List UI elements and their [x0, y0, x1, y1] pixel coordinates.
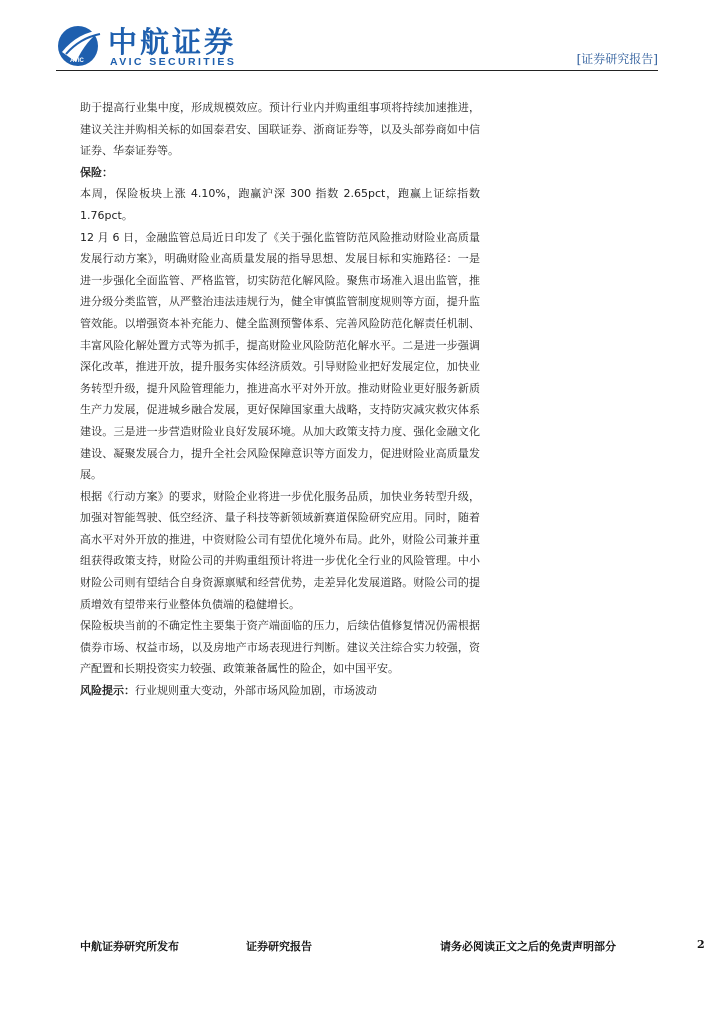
paragraph-industry-impact: 根据《行动方案》的要求，财险企业将进一步优化服务品质，加快业务转型升级，加强对智能驾驶、低空经济、量子科技等新领域新赛道保险研究应用。同时，随着高水平对外开放的推进，中资财险公司有望优化境外布局。此外，财险公司兼并重组获得政策支持，财险公司的并购重组预计将进一步优化全行业的风险管理。中小财险公司则有望结合自身资源禀赋和经营优势，走差异化发展道路。财险公司的提质增效有望带来行业整体负债端的稳健增长。: [80, 489, 480, 611]
footer-disclaimer: 请务必阅读正文之后的免责声明部分: [440, 940, 616, 953]
section-heading-insurance: 保险：: [80, 165, 113, 179]
header-divider: [56, 70, 658, 71]
avic-emblem-icon: [56, 22, 104, 70]
paragraph-weekly-performance: 本周，保险板块上涨 4.10%，跑赢沪深 300 指数 2.65pct，跑赢上证综指数 1.76pct。: [80, 187, 480, 222]
logo-english-name: AVIC SECURITIES: [110, 56, 237, 68]
emblem-text: AVIC: [70, 58, 84, 64]
company-logo: [56, 20, 256, 70]
logo-chinese-name: 中航证券: [108, 25, 237, 59]
report-type-tag: [证券研究报告]: [576, 52, 658, 66]
report-body: [80, 97, 480, 702]
paragraph-investment-advice: 保险板块当前的不确定性主要集于资产端面临的压力，后续估值修复情况仍需根据债券市场、权益市场，以及房地产市场表现进行判断。建议关注综合实力较强，资产配置和长期投资实力较强、政策兼备属性的险企，如中国平安。: [80, 619, 480, 676]
paragraph-brokerage-outlook: 助于提高行业集中度，形成规模效应。预计行业内并购重组事项将持续加速推进，建议关注并购相关标的如国泰君安、国联证券、浙商证券等，以及头部券商如中信证券、华泰证券等。: [80, 101, 480, 158]
footer-publisher: 中航证券研究所发布: [80, 940, 179, 953]
page-footer: [0, 938, 724, 958]
paragraph-policy-plan: 12 月 6 日，金融监管总局近日印发了《关于强化监管防范风险推动财险业高质量发展行动方案》，明确财险业高质量发展的指导思想、发展目标和实施路径：一是进一步强化全面监管、严格监管，切实防范化解风险。聚焦市场准入退出监管，推进分级分类监管，从严整治违法违规行为，健全审慎监管制度规则等方面，提升监管效能。以增强资本补充能力、健全监测预警体系、完善风险防范化解责任机制、丰富风险化解处置方式等为抓手，提高财险业风险防范化解水平。二是进一步强调深化改革，推进开放，提升服务实体经济质效。引导财险业把好发展定位，加快业务转型升级，提升风险管理能力，推进高水平对外开放。推动财险业更好服务新质生产力发展，促进城乡融合发展，更好保障国家重大战略，支持防灾减灾救灾体系建设。三是进一步营造财险业良好发展环境。从加大政策支持力度、强化金融文化建设、凝聚发展合力，提升全社会风险保障意识等方面发力，促进财险业高质量发展。: [80, 230, 480, 482]
paragraph-risk-warning: 风险提示：行业规则重大变动，外部市场风险加剧，市场波动: [80, 684, 377, 698]
page-number: 2: [697, 938, 705, 951]
footer-doc-type: 证券研究报告: [246, 940, 312, 953]
